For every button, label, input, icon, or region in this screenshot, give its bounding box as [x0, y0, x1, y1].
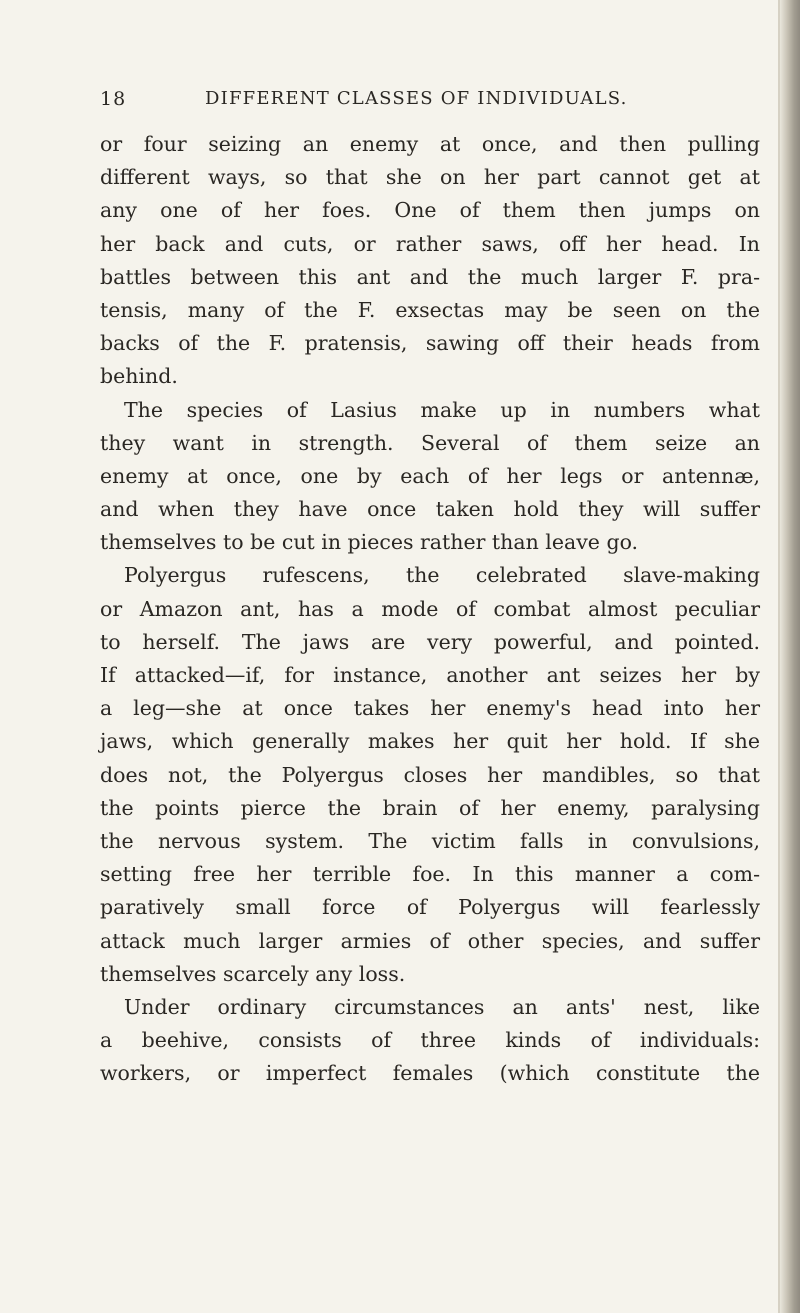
text-line: different ways, so that she on her part cannot get at [100, 165, 760, 190]
text-line: The species of Lasius make up in numbers what [124, 397, 760, 422]
text-line: workers, or imperfect females (which constitute the [100, 1061, 760, 1086]
text-line: and when they have once taken hold they will suffer [100, 497, 760, 522]
text-line: Under ordinary circumstances an ants' nest, like [124, 994, 760, 1019]
text-line: backs of the F. pratensis, sawing off their heads from [100, 331, 760, 356]
text-line: or Amazon ant, has a mode of combat almost peculiar [100, 596, 760, 621]
text-line: a leg—she at once takes her enemy's head into her [100, 696, 760, 721]
text-line: her back and cuts, or rather saws, off her head. In [100, 231, 760, 256]
text-line: setting free her terrible foe. In this manner a com- [100, 862, 760, 887]
text-line: enemy at once, one by each of her legs or antennæ, [100, 463, 760, 488]
text-line: or four seizing an enemy at once, and then pulling [100, 132, 760, 156]
text-line: any one of her foes. One of them then jumps on [100, 198, 760, 223]
text-line: a beehive, consists of three kinds of individuals: [100, 1028, 760, 1053]
text-line: jaws, which generally makes her quit her hold. If she [100, 729, 760, 754]
text-line: they want in strength. Several of them seize an [100, 430, 760, 455]
text-line: battles between this ant and the much larger F. pra- [100, 264, 760, 289]
text-line: themselves to be cut in pieces rather than leave go. [100, 530, 639, 555]
text-line: behind. [100, 364, 178, 389]
page-number: 18 [100, 88, 127, 110]
page-header [100, 88, 760, 118]
text-line: to herself. The jaws are very powerful, and pointed. [100, 629, 760, 654]
running-title: DIFFERENT CLASSES OF INDIVIDUALS. [205, 88, 628, 109]
body-text [100, 128, 760, 1090]
text-line: If attacked—if, for instance, another ant seizes her by [100, 663, 760, 687]
text-line: Polyergus rufescens, the celebrated slave-making [124, 563, 760, 588]
text-line: attack much larger armies of other species, and suffer [100, 928, 760, 953]
text-line: paratively small force of Polyergus will fearlessly [100, 895, 760, 920]
text-line: does not, the Polyergus closes her mandibles, so that [100, 762, 760, 787]
page-edge [780, 0, 800, 1313]
text-line: themselves scarcely any loss. [100, 961, 406, 986]
text-line: the nervous system. The victim falls in convulsions, [100, 828, 760, 853]
text-line: tensis, many of the F. exsectas may be seen on the [100, 297, 760, 322]
text-line: the points pierce the brain of her enemy, paralysing [100, 795, 760, 820]
